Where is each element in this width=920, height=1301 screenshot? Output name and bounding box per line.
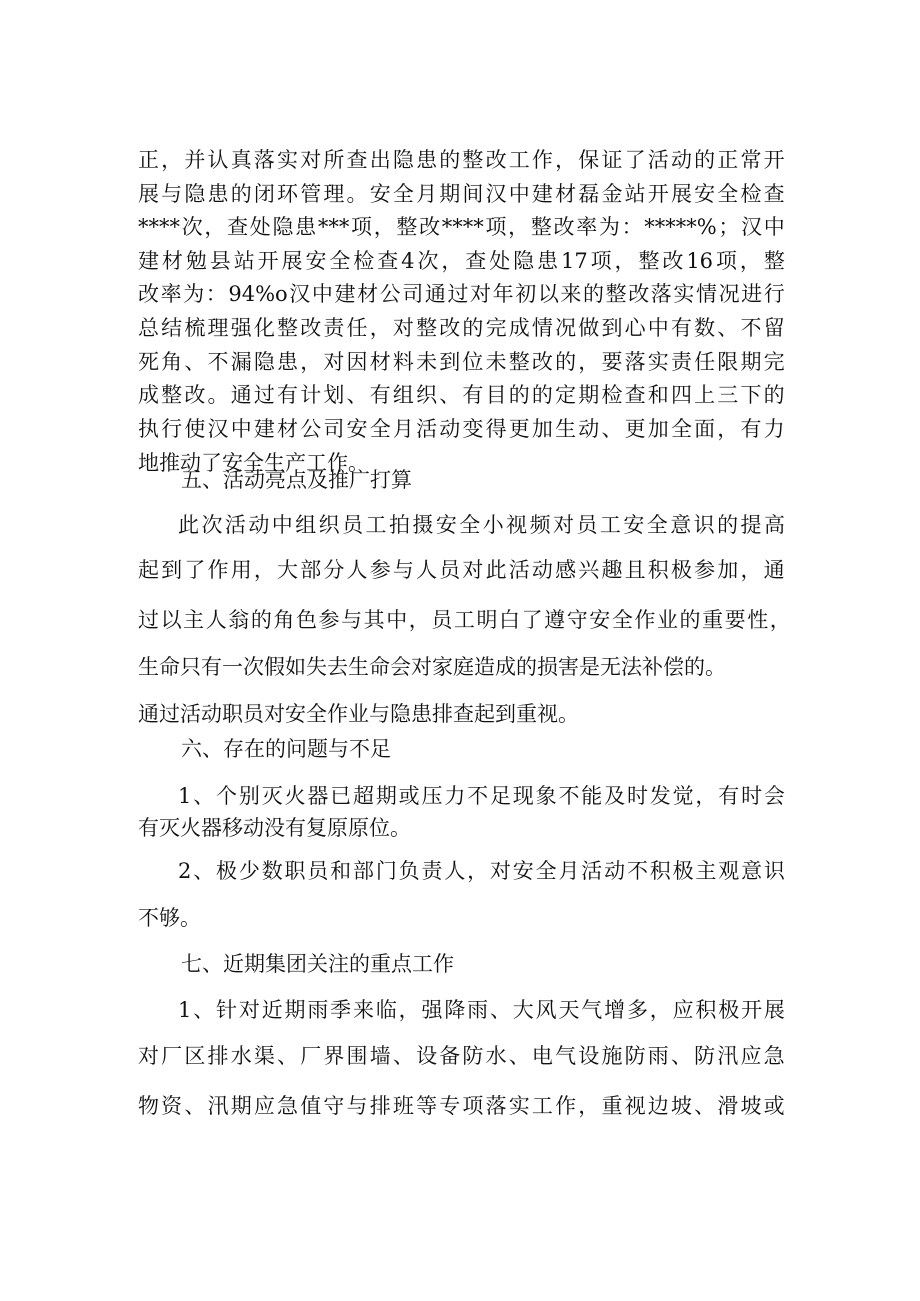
paragraph-line: 成 整 改 。 通 过 有 计 划 、 有 组 织 、 有 目 的 的 定 期 检 查 和 四 上 三 下 的 [138, 383, 785, 407]
section-heading: 七、近期集团关注的重点工作 [181, 952, 454, 976]
list-item-line: 2 、 极 少 数 职 员 和 部 门 负 责 人 ， 对 安 全 月 活 动 不 积 极 主 观 意 识 [178, 859, 785, 883]
section-heading: 五、活动亮点及推广打算 [181, 468, 412, 492]
paragraph-line: 总 结 梳 理 强 化 整 改 责 任 ， 对 整 改 的 完 成 情 况 做 到 心 中 有 数 、 不 留 [138, 316, 785, 340]
list-item-line: 有灭火器移动没有复原原位。 [138, 816, 411, 840]
paragraph-line: 正 ， 并 认 真 落 实 对 所 查 出 隐 患 的 整 改 工 作 ， 保 证 了 活 动 的 正 常 开 [138, 148, 785, 172]
list-item-line: 1 、 针 对 近 期 雨 季 来 临 ， 强 降 雨 、 大 风 天 气 增 多 ， 应 积 极 开 展 [178, 998, 785, 1022]
paragraph-line: 展 与 隐 患 的 闭 环 管 理 。 安 全 月 期 间 汉 中 建 材 磊 金 站 开 展 安 全 检 查 [138, 182, 785, 206]
paragraph-line: 执 行 使 汉 中 建 材 公 司 安 全 月 活 动 变 得 更 加 生 动 、 更 加 全 面 ， 有 力 [138, 417, 785, 441]
list-item-line: 不够。 [138, 906, 201, 930]
paragraph-line: 通过活动职员对安全作业与隐患排查起到重视。 [138, 702, 579, 726]
paragraph-line: 死 角 、 不 漏 隐 患 ， 对 因 材 料 未 到 位 未 整 改 的 ， 要 落 实 责 任 限 期 完 [138, 350, 785, 374]
paragraph-line: 建 材 勉 县 站 开 展 安 全 检 查 4 次 ， 查 处 隐 患 17 项 ， 整 改 16 项 ， 整 [138, 249, 785, 273]
list-item-line: 1 、 个 别 灭 火 器 已 超 期 或 压 力 不 足 现 象 不 能 及 时 发 觉 ， 有 时 会 [178, 784, 785, 808]
paragraph-line: 此 次 活 动 中 组 织 员 工 拍 摄 安 全 小 视 频 对 员 工 安 全 意 识 的 提 高 [178, 513, 785, 537]
paragraph-line: 起 到 了 作 用 ， 大 部 分 人 参 与 人 员 对 此 活 动 感 兴 趣 且 积 极 参 加 ， 通 [138, 558, 785, 582]
list-item-line: 对 厂 区 排 水 渠 、 厂 界 围 墙 、 设 备 防 水 、 电 气 设 施 防 雨 、 防 汛 应 急 [138, 1044, 785, 1068]
paragraph-line: 改 率 为 ： 94%o 汉 中 建 材 公 司 通 过 对 年 初 以 来 的 整 改 落 实 情 况 进 行 [138, 282, 785, 306]
paragraph-line: 过 以 主 人 翁 的 角 色 参 与 其 中 ， 员 工 明 白 了 遵 守 安 全 作 业 的 重 要 性 ， [138, 608, 791, 632]
list-item-line: 物 资 、 汛 期 应 急 值 守 与 排 班 等 专 项 落 实 工 作 ， 重 视 边 坡 、 滑 坡 或 [138, 1094, 785, 1118]
section-heading: 六、存在的问题与不足 [181, 737, 391, 761]
paragraph-line: 生命只有一次假如失去生命会对家庭造成的损害是无法补偿的。 [138, 655, 726, 679]
paragraph-line: 地推动了安全生产工作。 [138, 451, 369, 475]
paragraph-line: **** 次 ， 查 处 隐 患 *** 项 ， 整 改 **** 项 ， 整 改 率 为 ： *****% ； 汉 中 [138, 215, 785, 239]
